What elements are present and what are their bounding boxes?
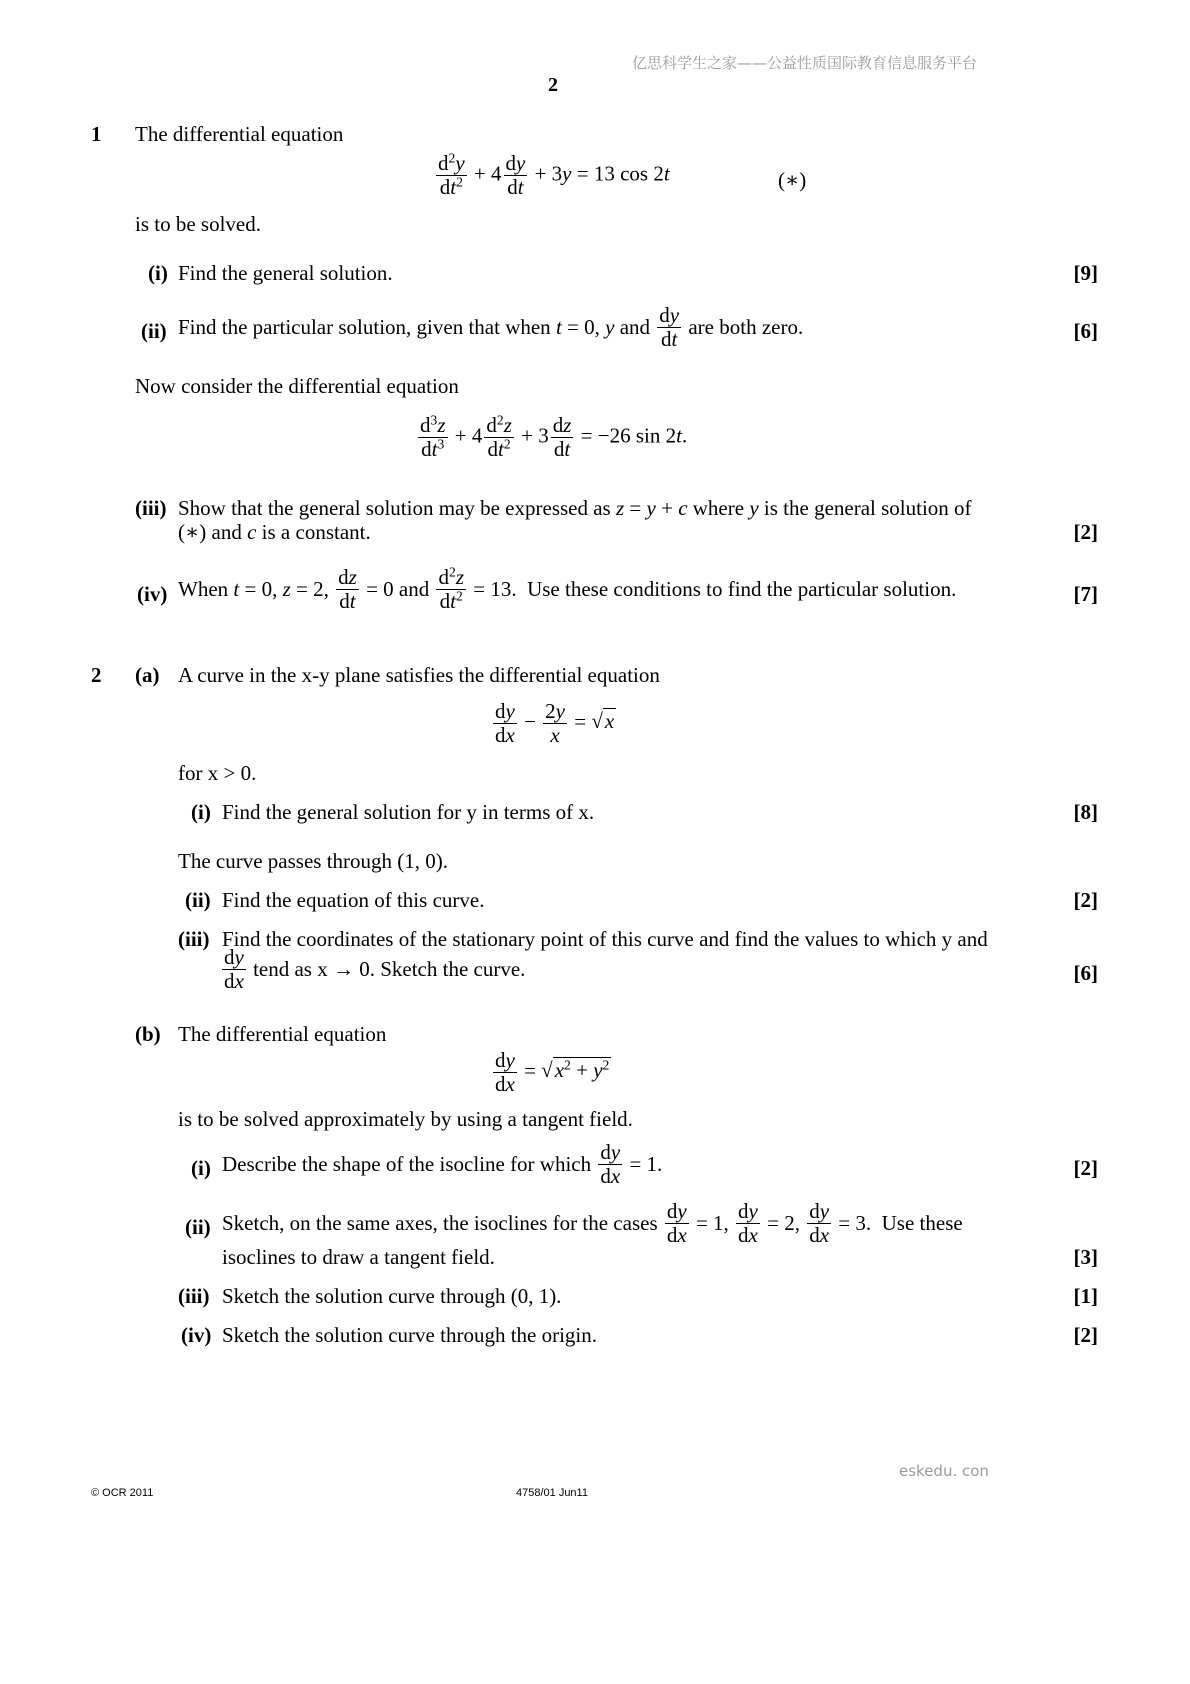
q2-b-i-text-main: Describe the shape of the isocline for which <box>222 1152 592 1177</box>
q2-b-ii-line1-end: Use these <box>881 1211 963 1236</box>
q2-b-ii-line1: Sketch, on the same axes, the isoclines for the cases $\frac{dy}{dx}$ = 1, $\frac{dy}{dx}$ = 2, $\frac{dy}{dx}$ = 3. Use these <box>222 1199 963 1248</box>
q1-ii-label: (ii) <box>141 319 167 343</box>
footer-paper-code: 4758/01 Jun11 <box>516 1487 588 1499</box>
q2-a-i-text: Find the general solution for y in terms of x. <box>222 800 595 824</box>
q2-b-label: (b) <box>135 1022 161 1046</box>
q2-a-label: (a) <box>135 663 160 687</box>
page-number: 2 <box>548 74 558 96</box>
q2-b-iv-label: (iv) <box>181 1323 212 1347</box>
q2-passes: The curve passes through (1, 0). <box>178 849 449 873</box>
footer-copyright: © OCR 2011 <box>91 1487 154 1499</box>
q1-iv-label: (iv) <box>137 582 168 606</box>
q2-b-after: is to be solved approximately by using a tangent field. <box>178 1107 633 1131</box>
q1-iii-line1-text: Show that the general solution may be expressed as <box>178 496 611 520</box>
q1-intro: The differential equation <box>135 122 344 146</box>
q2-b-equation: $\frac{dy}{dx}$ = $√x^2 + y^2$ <box>495 1048 610 1097</box>
watermark-top: 亿思科学生之家——公益性质国际教育信息服务平台 <box>632 54 978 72</box>
q1-iv-text: When t = 0, z = 2, $\frac{dz}{dt}$ = 0 and $\frac{d^2z}{dt^2}$ = 13. Use these conditions to find the particular solution. <box>178 564 957 614</box>
q2-a-i-mark: [8] <box>1073 800 1098 824</box>
q2-a-ii-mark: [2] <box>1073 888 1098 912</box>
q2-a-ii-text: Find the equation of this curve. <box>222 888 485 912</box>
q1-ii-text-b: are both zero. <box>688 315 804 340</box>
q1-ii-mark: [6] <box>1073 319 1098 343</box>
q1-ii-text-a: Find the particular solution, given that when <box>178 315 556 340</box>
q1-equation-2: $\frac{d^3z}{dt^3}$ + 4 $\frac{d^2z}{dt^2}$ + 3 $\frac{dz}{dt}$ = −26 sin 2t. <box>420 412 688 462</box>
q2-b-i-mark: [2] <box>1073 1156 1098 1180</box>
q1-i-text: Find the general solution. <box>178 261 393 285</box>
q2-b-i-text: Describe the shape of the isocline for which $\frac{dy}{dx}$ = 1. <box>222 1140 663 1189</box>
q2-b-iii-mark: [1] <box>1073 1284 1098 1308</box>
q2-b-i-label: (i) <box>191 1156 211 1180</box>
q1-iii-label: (iii) <box>135 496 167 520</box>
q1-now: Now consider the differential equation <box>135 374 459 398</box>
q2-b-ii-mark: [3] <box>1073 1245 1098 1269</box>
q1-iii-line1-end: is the general solution of <box>763 496 972 520</box>
q1-iii-line2: (∗) and c is a constant. <box>178 520 371 544</box>
q1-iv-mark: [7] <box>1073 582 1098 606</box>
q1-equation: $\frac{d^2y}{dt^2}$ + 4 $\frac{dy}{dt}$ + 3y = 13 cos 2t <box>438 150 670 200</box>
q1-iii-mark: [2] <box>1073 520 1098 544</box>
q2-a-i-label: (i) <box>191 800 211 824</box>
q2-a-iii-line1: Find the coordinates of the stationary point of this curve and find the values to which y and <box>222 927 988 951</box>
q1-after: is to be solved. <box>135 212 261 236</box>
q2-a-iii-label: (iii) <box>178 927 210 951</box>
q1-iv-text-end: Use these conditions to find the particular solution. <box>527 577 957 602</box>
question-2-number: 2 <box>91 663 102 687</box>
watermark-bottom: eskedu. con <box>899 1462 989 1480</box>
q1-ii-text: Find the particular solution, given that when t = 0, y and $\frac{dy}{dt}$ are both zero. <box>178 303 804 352</box>
q1-i-mark: [9] <box>1073 261 1098 285</box>
q1-iii-line2-text: is a constant. <box>261 520 371 544</box>
q2-a-iii-line2: $\frac{dy}{dx}$ tend as x → 0. Sketch the curve. <box>224 945 526 994</box>
q2-a-iii-line2-text: tend as x → 0. Sketch the curve. <box>253 957 526 982</box>
q2-b-iii-text: Sketch the solution curve through (0, 1). <box>222 1284 562 1308</box>
q2-b-ii-line1-text: Sketch, on the same axes, the isoclines for the cases <box>222 1211 658 1236</box>
q2-a-for: for x > 0. <box>178 761 257 785</box>
q2-b-iv-mark: [2] <box>1073 1323 1098 1347</box>
q2-b-iv-text: Sketch the solution curve through the origin. <box>222 1323 598 1347</box>
q2-a-iii-mark: [6] <box>1073 961 1098 985</box>
q2-a-ii-label: (ii) <box>185 888 211 912</box>
q1-i-label: (i) <box>148 261 168 285</box>
q2-b-ii-label: (ii) <box>185 1215 211 1239</box>
q2-b-ii-line2: isoclines to draw a tangent field. <box>222 1245 495 1269</box>
question-1-number: 1 <box>91 122 102 146</box>
q2-b-intro: The differential equation <box>178 1022 387 1046</box>
q2-a-equation: $\frac{dy}{dx}$ − $\frac{2y}{x}$ = √x <box>495 699 615 748</box>
q1-equation-tag: (∗) <box>778 168 807 192</box>
q1-iii-line1: Show that the general solution may be expressed as z = y + c where y is the general solution of <box>178 496 972 520</box>
q2-b-iii-label: (iii) <box>178 1284 210 1308</box>
q2-a-intro: A curve in the x-y plane satisfies the differential equation <box>178 663 660 687</box>
